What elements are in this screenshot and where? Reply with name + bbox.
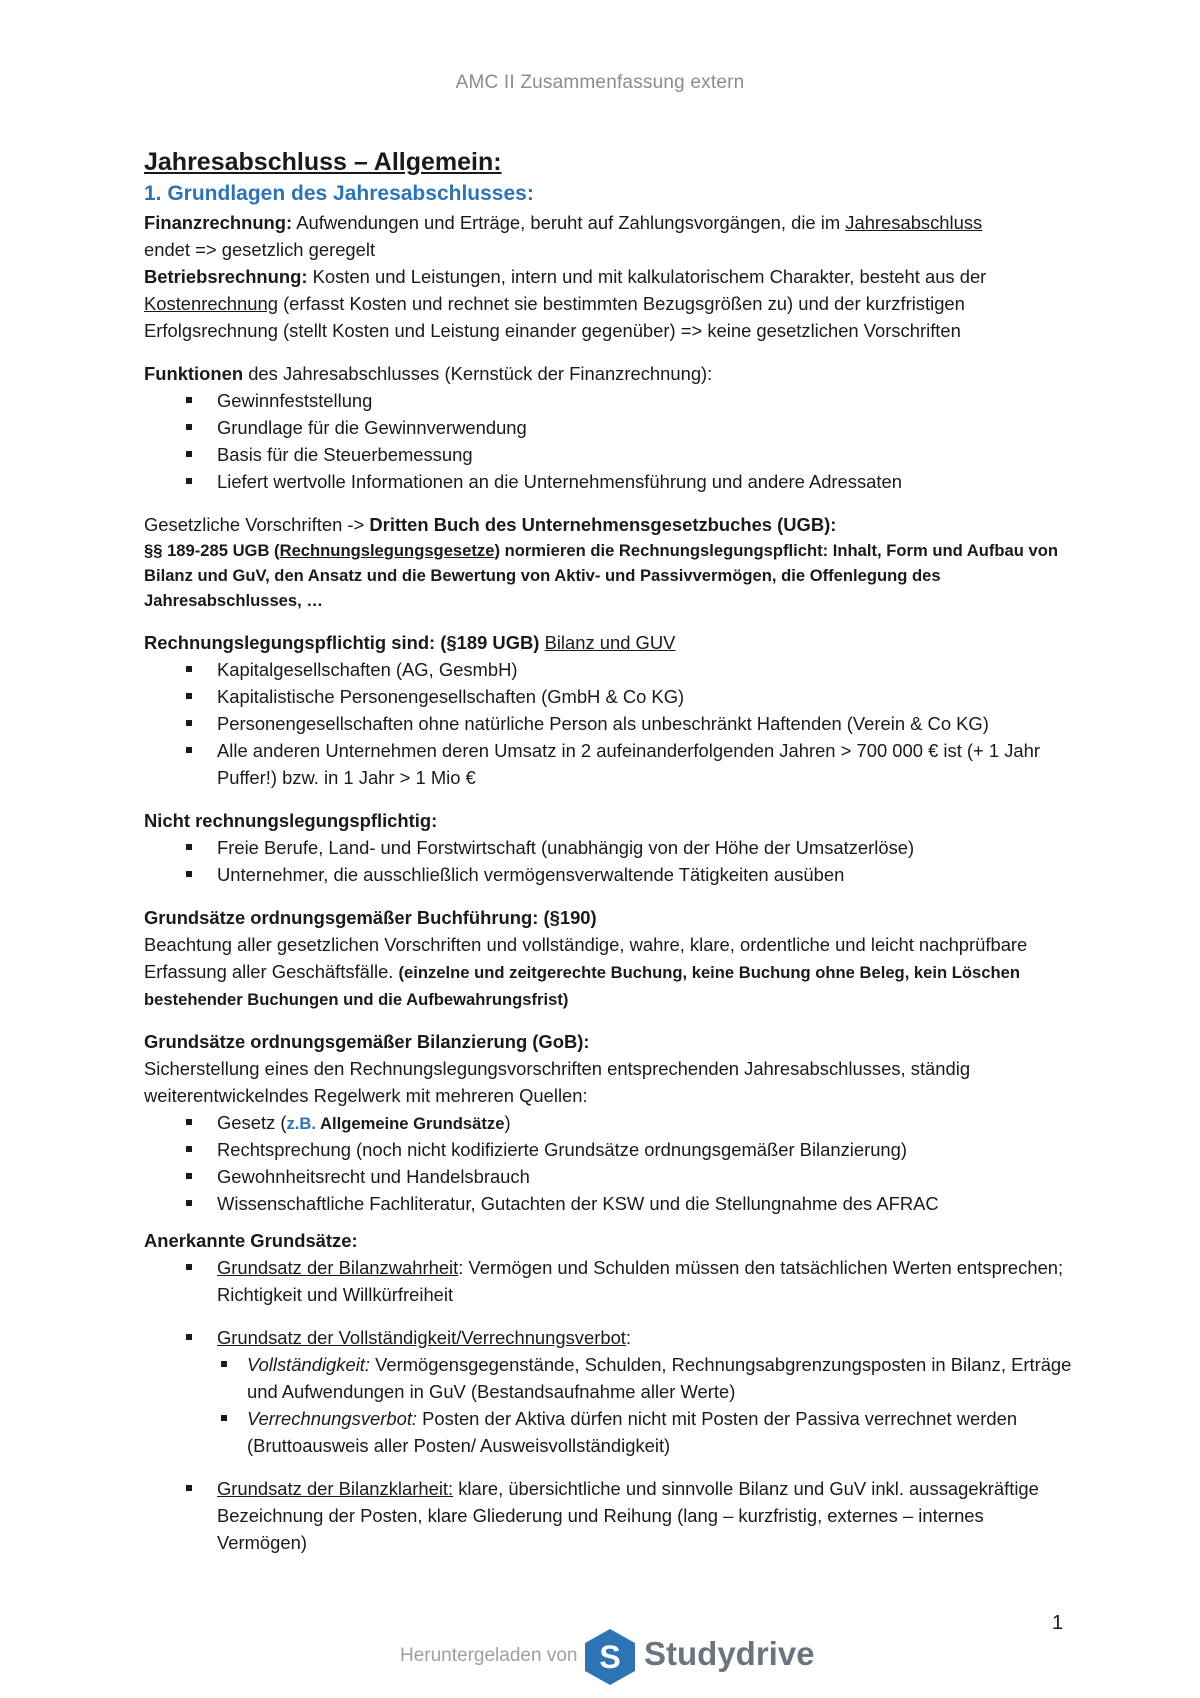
bullet-icon [186,1334,192,1340]
sub-list [217,1351,1074,1459]
gob-buch-bold: (einzelne und zeitgerechte Buchung, keine Buchung ohne Beleg, kein Löschen bestehender Buchungen und die Aufbewahrungsfrist) [144,963,1020,1009]
list-item: Grundsatz der Vollständigkeit/Verrechnungsverbot: Vollständigkeit: Vermögensgegenstände, Schulden, Rechnungsabgrenzungsposten in Bilanz, Erträge und Aufwendungen in GuV (Bestandsaufnahme aller Werte) Verrechnungsverbot: Posten der Aktiva dürfen nicht mit Posten der Passiva verrechnet werden (Bruttoausweis aller Posten/ Ausweisvollständigkeit) [144,1324,1074,1459]
bullet-icon [186,1485,192,1491]
list-item: Kapitalistische Personengesellschaften (GmbH & Co KG) [144,683,1074,710]
anerkannt-list-3 [144,1475,1074,1556]
zb-label: z.B. [286,1114,317,1133]
downloaded-label: Heruntergeladen von [400,1645,578,1666]
bullet-icon [186,478,192,484]
finanz-paragraph [144,209,1074,263]
bullet-icon [186,666,192,672]
gob-buch-text: Beachtung aller gesetzlichen Vorschriften und vollständige, wahre, klare, ordentliche und leicht nachprüfbare Erfassung aller Geschäftsfälle. [144,934,1028,982]
betrieb-link: Kostenrechnung [144,293,278,314]
nicht-heading: Nicht rechnungslegungspflichtig: [144,810,438,831]
gesetz-heading [144,511,1074,538]
gesetz-text: Gesetzliche Vorschriften -> [144,514,370,535]
betrieb-label: Betriebsrechnung: [144,266,308,287]
list-item: Verrechnungsverbot: Posten der Aktiva dürfen nicht mit Posten der Passiva verrechnet werden (Bruttoausweis aller Posten/ Ausweisvollständigkeit) [217,1405,1074,1459]
grundsatz-link: Grundsatz der Bilanzklarheit: [217,1478,454,1499]
bullet-icon [186,871,192,877]
list-item: Grundsatz der Bilanzwahrheit: Vermögen und Schulden müssen den tatsächlichen Werten entsprechen; Richtigkeit und Willkürfreiheit [144,1254,1074,1308]
bullet-icon [186,1119,192,1125]
anerkannt-list-2 [144,1324,1074,1459]
page-title: Jahresabschluss – Allgemein: [144,148,502,176]
gob-buch-paragraph [144,931,1074,1012]
list-item: Wissenschaftliche Fachliteratur, Gutachten der KSW und die Stellungnahme des AFRAC [144,1190,1074,1217]
gob-bil-list [144,1109,1074,1217]
betrieb-text-a: Kosten und Leistungen, intern und mit kalkulatorischem Charakter, besteht aus der [307,266,987,287]
list-item: Vollständigkeit: Vermögensgegenstände, Schulden, Rechnungsabgrenzungsposten in Bilanz, Erträge und Aufwendungen in GuV (Bestandsaufnahme aller Werte) [217,1351,1074,1405]
nicht-list [144,834,1074,888]
bullet-icon [186,720,192,726]
funktionen-label: Funktionen [144,363,244,384]
gesetz-para-b: ) normieren die Rechnungslegungspflicht: Inhalt, Form und Aufbau von Bilanz und GuV, den Ansatz und die Bewertung von Aktiv- und Passivvermögen, die Offenlegung des Jahresabschlusses, … [144,541,1059,610]
funktionen-heading [144,360,1074,387]
finanz-text-a: Aufwendungen und Erträge, beruht auf Zahlungsvorgängen, die im [292,212,846,233]
betrieb-paragraph [144,263,1074,344]
bullet-icon [221,1415,227,1421]
gob-buch-heading: Grundsätze ordnungsgemäßer Buchführung: (§190) [144,907,597,928]
funktionen-text: des Jahresabschlusses (Kernstück der Finanzrechnung): [243,363,713,384]
pflichtig-heading [144,629,1074,656]
page-number: 1 [1052,1612,1064,1634]
studydrive-logo-icon [582,1627,638,1687]
finanz-label: Finanzrechnung: [144,212,293,233]
bullet-icon [186,693,192,699]
bullet-icon [186,451,192,457]
bullet-icon [221,1361,227,1367]
list-item: Basis für die Steuerbemessung [144,441,1074,468]
bullet-icon [186,397,192,403]
list-item: Gesetz (z.B. Allgemeine Grundsätze) [144,1109,1074,1136]
bullet-icon [186,1173,192,1179]
list-item: Gewohnheitsrecht und Handelsbrauch [144,1163,1074,1190]
betrieb-text-b: (erfasst Kosten und rechnet sie bestimmten Bezugsgrößen zu) und der kurzfristigen Erfolgsrechnung (stellt Kosten und Leistung einander gegenüber) => keine gesetzlichen Vorschriften [144,293,965,341]
pflichtig-label: Rechnungslegungspflichtig sind: (§189 UGB) [144,632,540,653]
list-item: Gewinnfeststellung [144,387,1074,414]
list-item: Alle anderen Unternehmen deren Umsatz in 2 aufeinanderfolgenden Jahren > 700 000 € ist (+ 1 Jahr Puffer!) bzw. in 1 Jahr > 1 Mio € [144,737,1074,791]
bullet-icon [186,1146,192,1152]
list-item: Freie Berufe, Land- und Forstwirtschaft (unabhängig von der Höhe der Umsatzerlöse) [144,834,1074,861]
list-item: Kapitalgesellschaften (AG, GesmbH) [144,656,1074,683]
gesetz-link: Rechnungslegungsgesetze [279,541,495,560]
list-item: Personengesellschaften ohne natürliche Person als unbeschränkt Haftenden (Verein & Co KG) [144,710,1074,737]
gob-bil-heading: Grundsätze ordnungsgemäßer Bilanzierung (GoB): [144,1031,590,1052]
pflichtig-list [144,656,1074,791]
bullet-icon [186,1200,192,1206]
footer [0,1625,1200,1689]
grundsatz-link: Grundsatz der Vollständigkeit/Verrechnungsverbot [217,1327,626,1348]
anerkannt-list [144,1254,1074,1308]
page-header: AMC II Zusammenfassung extern [455,72,745,93]
brand-name: Studydrive [644,1635,815,1672]
list-item: Rechtsprechung (noch nicht kodifizierte Grundsätze ordnungsgemäßer Bilanzierung) [144,1136,1074,1163]
gob-bil-paragraph: Sicherstellung eines den Rechnungslegungsvorschriften entsprechenden Jahresabschlusses, ständig weiterentwickelndes Regelwerk mit mehreren Quellen: [144,1058,971,1106]
list-item: Grundlage für die Gewinnverwendung [144,414,1074,441]
section-heading: 1. Grundlagen des Jahresabschlusses: [144,182,534,205]
finanz-link: Jahresabschluss [845,212,983,233]
gesetz-bold: Dritten Buch des Unternehmensgesetzbuches (UGB): [369,514,837,535]
funktionen-list [144,387,1074,495]
document-body [144,146,1074,1556]
bullet-icon [186,1264,192,1270]
pflichtig-link: Bilanz und GUV [544,632,676,653]
bullet-icon [186,424,192,430]
gesetz-paragraph [144,538,1074,613]
list-item: Unternehmer, die ausschließlich vermögensverwaltende Tätigkeiten ausüben [144,861,1074,888]
list-item: Grundsatz der Bilanzklarheit: klare, übersichtliche und sinnvolle Bilanz und GuV inkl. aussagekräftige Bezeichnung der Posten, klare Gliederung und Reihung (lang – kurzfristig, externes – internes Vermögen) [144,1475,1074,1556]
grundsatz-link: Grundsatz der Bilanzwahrheit [217,1257,459,1278]
gesetz-para-a: §§ 189-285 UGB ( [144,541,280,560]
list-item: Liefert wertvolle Informationen an die Unternehmensführung und andere Adressaten [144,468,1074,495]
bullet-icon [186,747,192,753]
anerkannt-heading: Anerkannte Grundsätze: [144,1230,358,1251]
finanz-text-b: endet => gesetzlich geregelt [144,239,376,260]
logo-letter: S [599,1639,621,1675]
bullet-icon [186,844,192,850]
